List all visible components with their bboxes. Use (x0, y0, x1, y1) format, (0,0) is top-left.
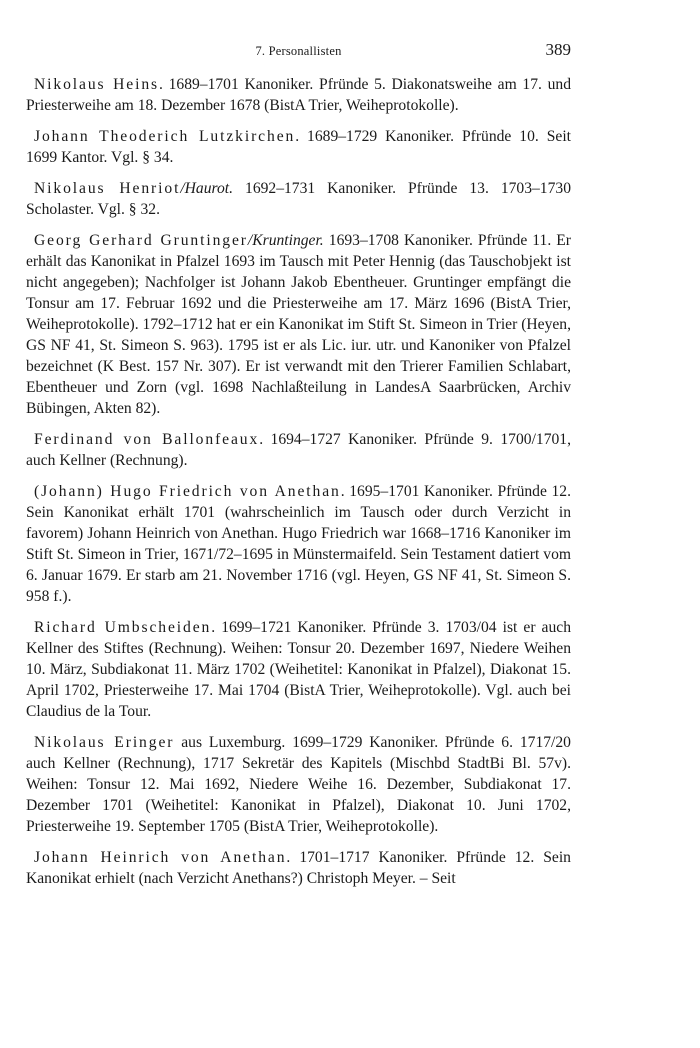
entry-text: . 1689–1729 Kanoniker. Pfründe 10. Seit 1699 Kantor. Vgl. § 34. (26, 128, 571, 166)
page-number: 389 (545, 40, 571, 59)
entry-gruntinger (26, 230, 571, 419)
entry-name: Johann Theoderich Lutzkirchen (34, 128, 296, 145)
entry-text: . 1694–1727 Kanoniker. Pfründe 9. 1700/1701, auch Kellner (Rechnung). (26, 431, 571, 469)
entry-text: 1693–1708 Kanoniker. Pfründe 11. Er erhält das Kanonikat in Pfalzel 1693 im Tausch mit Peter Hennig (das Tauschobjekt ist nicht angegeben); Nachfolger ist Johann Jakob Ebentheuer. Gruntinger empfängt die Tonsur am 17. Februar 1692 und die Priesterweihe am 17. März 1696 (BistA Trier, Weiheprotokolle). 1792–1712 hat er ein Kanonikat im Stift St. Simeon in Trier (Heyen, GS NF 41, St. Simeon S. 963). 1795 ist er als Lic. iur. utr. und Kanoniker von Pfalzel bezeichnet (K Best. 157 Nr. 307). Er ist verwandt mit den Trierer Familien Schlabart, Ebentheuer und Zorn (vgl. 1698 Nachlaßteilung in LandesA Saarbrücken, Archiv Bübingen, Akten 82). (26, 232, 571, 417)
entry-name: Nikolaus Heins (34, 76, 159, 93)
entry-text: . 1689–1701 Kanoniker. Pfründe 5. Diakonatsweihe am 17. und Priesterweihe am 18. Dezember 1678 (BistA Trier, Weiheprotokolle). (26, 76, 572, 114)
entry-ballonfeaux (26, 429, 571, 471)
running-title: 7. Personallisten (255, 44, 342, 58)
entry-eringer (26, 732, 571, 837)
entry-text: . 1695–1701 Kanoniker. Pfründe 12. Sein Kanonikat erhält 1701 (wahrscheinlich im Tausch oder durch Verzicht in favorem) Johann Heinrich von Anethan. Hugo Friedrich war 1668–1716 Kanoniker im Stift St. Simeon in Trier, 1671/72–1695 in Münstermaifeld. Sein Testament datiert vom 6. Januar 1679. Er starb am 21. November 1716 (vgl. Heyen, GS NF 41, St. Simeon S. 958 f.). (26, 483, 571, 605)
entry-text: aus Luxemburg. 1699–1729 Kanoniker. Pfründe 6. 1717/20 auch Kellner (Rechnung), 1717 Sekretär des Kapitels (Mischbd StadtBi Bl. 57v). Weihen: Tonsur 12. Mai 1692, Niedere Weihe 16. Dezember, Subdiakonat 17. Dezember 1701 (Weihetitel: Kanonikat in Pfalzel), Diakonat 10. Juni 1702, Priesterweihe 19. September 1705 (BistA Trier, Weiheprotokolle). (26, 734, 571, 835)
running-header (26, 40, 571, 64)
entry-umbscheiden (26, 617, 571, 722)
document-page (26, 40, 571, 899)
entry-heinrich-anethan (26, 847, 571, 889)
entry-name: Nikolaus Eringer (34, 734, 175, 751)
entry-name: (Johann) Hugo Friedrich von Anethan (34, 483, 341, 500)
entry-alt-name: /Kruntinger. (247, 232, 324, 249)
entry-heins (26, 74, 571, 116)
entry-name: Ferdinand von Ballonfeaux (34, 431, 260, 448)
entry-text: 1692–1731 Kanoniker. Pfründe 13. 1703–1730 Scholaster. Vgl. § 32. (26, 180, 571, 218)
entry-henriot (26, 178, 571, 220)
entry-lutzkirchen (26, 126, 571, 168)
entry-name: Richard Umbscheiden (34, 619, 212, 636)
entry-name: Georg Gerhard Gruntinger (34, 232, 248, 249)
entry-name: Nikolaus Henriot (34, 180, 181, 197)
entry-text: . 1701–1717 Kanoniker. Pfründe 12. Sein Kanonikat erhielt (nach Verzicht Anethans?) Christoph Meyer. – Seit (26, 849, 571, 887)
entry-alt-name: /Haurot. (180, 180, 234, 197)
entry-text: . 1699–1721 Kanoniker. Pfründe 3. 1703/04 ist er auch Kellner des Stiftes (Rechnung). Weihen: Tonsur 20. Dezember 1697, Niedere Weihen 10. März, Subdiakonat 11. März 1702 (Weihetitel: Kanonikat in Pfalzel), Diakonat 15. April 1702, Priesterweihe 17. Mai 1704 (BistA Trier, Weiheprotokolle). Vgl. auch bei Claudius de la Tour. (26, 619, 571, 720)
entry-hugo-anethan (26, 481, 571, 607)
entry-name: Johann Heinrich von Anethan (34, 849, 287, 866)
